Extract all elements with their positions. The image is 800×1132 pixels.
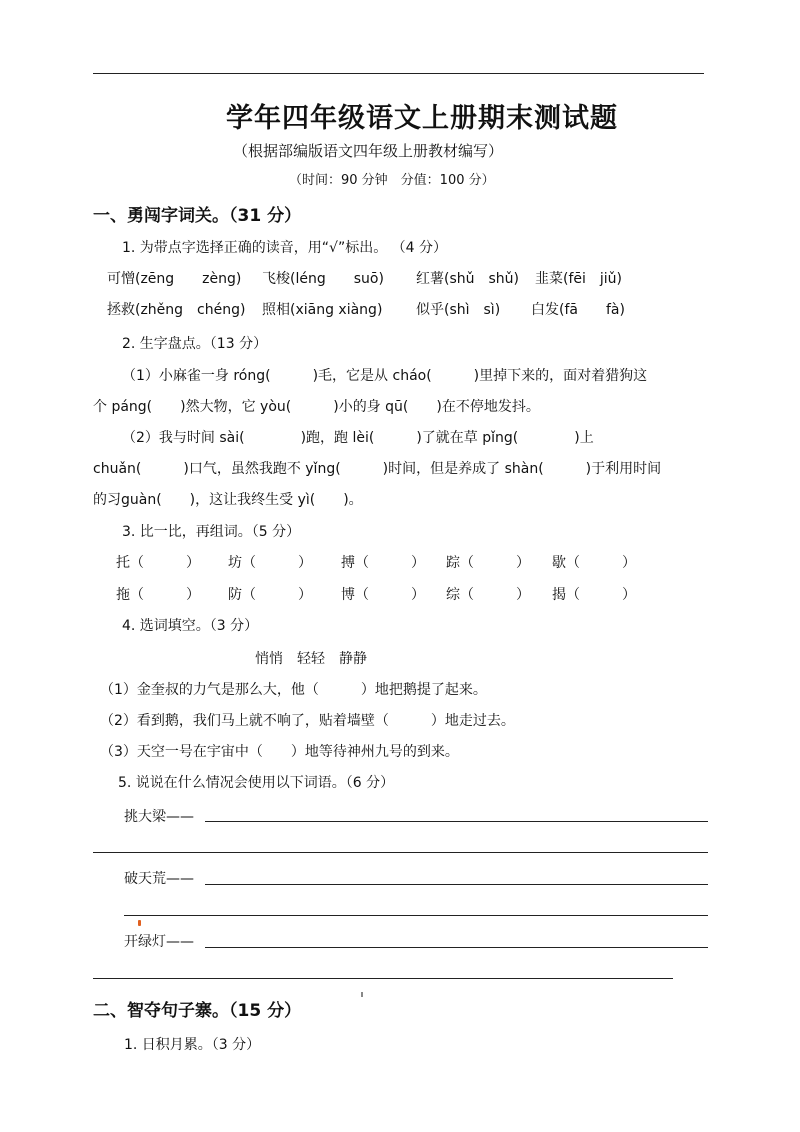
q3-item: 拖（ ） (116, 587, 200, 603)
q3-item: 坊（ ） (228, 555, 312, 571)
q2-paragraph-2-line-1: （2）我与时间 sài( )跑，跑 lèi( )了就在草 pǐng( )上 (122, 430, 594, 446)
q2-paragraph-2-line-3: 的习guàn( )，这让我终生受 yì( )。 (93, 492, 363, 508)
answer-line[interactable] (93, 852, 708, 853)
answer-line[interactable] (205, 884, 708, 885)
q1-item: 拯救(zhěng chéng) (107, 302, 246, 318)
answer-line[interactable] (93, 978, 673, 979)
q1-prompt: 1. 为带点字选择正确的读音，用“√”标出。 （4 分） (122, 240, 448, 256)
q2-paragraph-2-line-2: chuǎn( )口气，虽然我跑不 yǐng( )时间，但是养成了 shàn( )于利用时间 (93, 461, 662, 477)
q3-prompt: 3. 比一比，再组词。（5 分） (122, 524, 301, 540)
q2-paragraph-1-line-2: 个 páng( )然大物，它 yòu( )小的身 qū( )在不停地发抖。 (93, 399, 540, 415)
q4-prompt: 4. 选词填空。（3 分） (122, 618, 259, 634)
q1-item: 照相(xiāng xiàng) (262, 302, 383, 318)
q1-item: 白发(fā fà) (531, 302, 625, 318)
q5-word-2: 破天荒—— (124, 871, 194, 887)
q4-word-bank: 悄悄 轻轻 静静 (255, 651, 367, 667)
exam-meta: （时间：90 分钟 分值：100 分） (289, 173, 495, 188)
q3-item: 防（ ） (228, 587, 312, 603)
q2-paragraph-1-line-1: （1）小麻雀一身 róng( )毛，它是从 cháo( )里掉下来的，面对着猎狗这 (122, 368, 648, 384)
answer-line[interactable] (205, 821, 708, 822)
page-subtitle: （根据部编版语文四年级上册教材编写） (233, 142, 504, 160)
s2-q1-prompt: 1. 日积月累。（3 分） (124, 1037, 261, 1053)
q5-word-3: 开绿灯—— (124, 934, 194, 950)
q1-item: 飞梭(léng suō) (262, 271, 384, 287)
q3-item: 搏（ ） (341, 555, 425, 571)
q3-item: 博（ ） (341, 587, 425, 603)
q2-prompt: 2. 生字盘点。（13 分） (122, 336, 268, 352)
q1-item: 可憎(zēng zèng) (107, 271, 242, 287)
q1-item: 红薯(shǔ shǔ) (416, 271, 520, 287)
q1-item: 似乎(shì sì) (416, 302, 501, 318)
section-1-heading: 一、勇闯字词关。（31 分） (93, 206, 302, 226)
q3-item: 揭（ ） (552, 587, 636, 603)
q4-sentence-1: （1）金奎叔的力气是那么大，他（ ）地把鹅提了起来。 (100, 682, 487, 698)
q5-prompt: 5. 说说在什么情况会使用以下词语。（6 分） (118, 775, 395, 791)
answer-line[interactable] (124, 915, 708, 916)
page-title: 学年四年级语文上册期末测试题 (226, 103, 618, 134)
section-2-heading: 二、智夺句子寨。（15 分） (93, 1001, 302, 1021)
q3-item: 托（ ） (116, 555, 200, 571)
q4-sentence-3: （3）天空一号在宇宙中（ ）地等待神州九号的到来。 (100, 744, 459, 760)
q3-item: 综（ ） (446, 587, 530, 603)
q1-item: 韭菜(fēi jiǔ) (535, 271, 623, 287)
q4-sentence-2: （2）看到鹅，我们马上就不响了，贴着墙壁（ ）地走过去。 (100, 713, 515, 729)
q5-word-1: 挑大梁—— (124, 809, 194, 825)
q3-item: 歇（ ） (552, 555, 636, 571)
ink-speck (361, 992, 363, 997)
top-rule (93, 73, 704, 74)
ink-speck (138, 920, 141, 926)
answer-line[interactable] (205, 947, 708, 948)
q3-item: 踪（ ） (446, 555, 530, 571)
